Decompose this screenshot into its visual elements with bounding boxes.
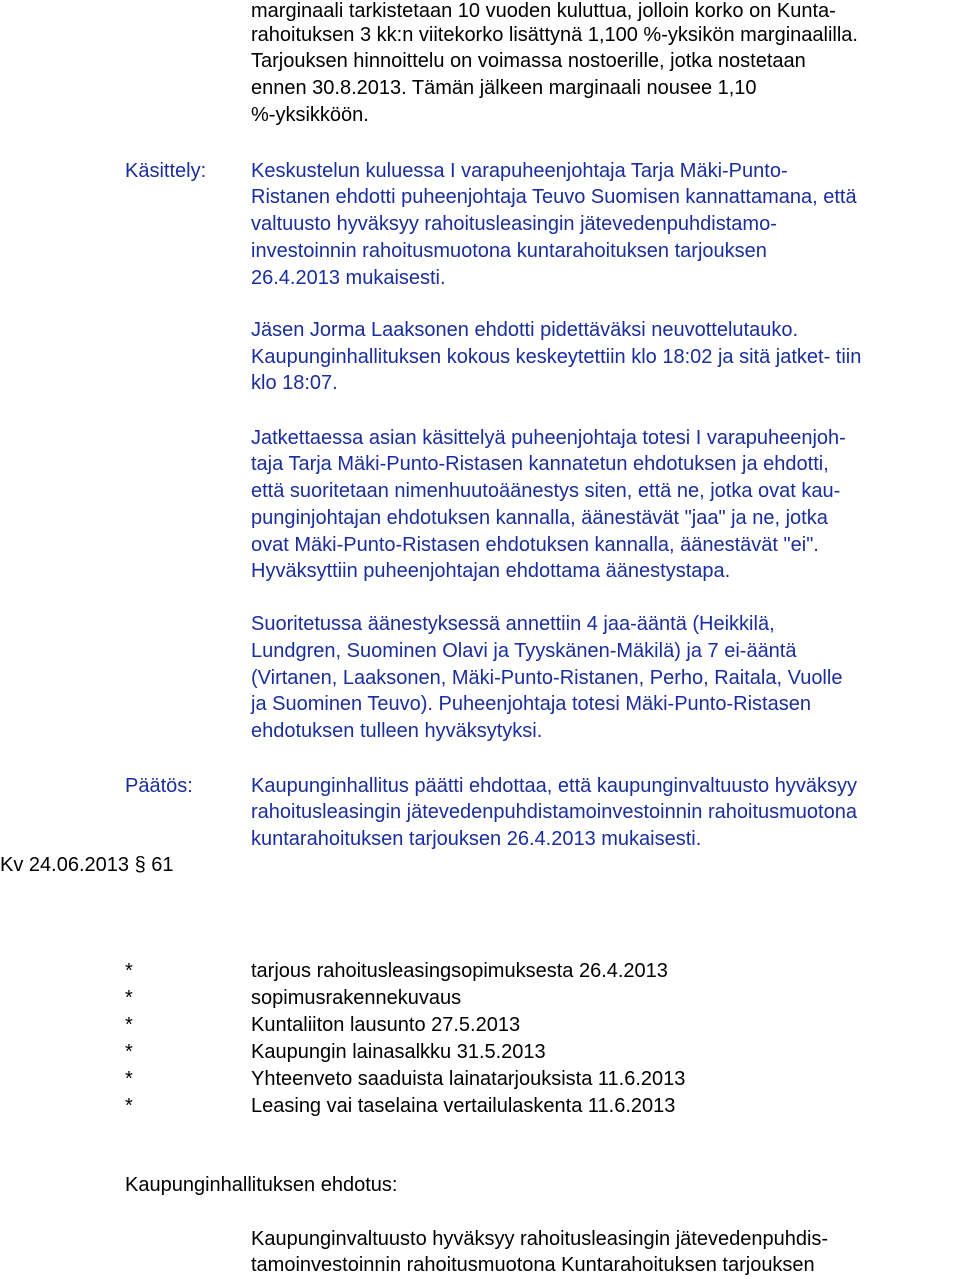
kasittely-line: ehdotuksen tulleen hyväksytyksi. <box>251 720 543 742</box>
attachment-item: Leasing vai taselaina vertailulaskenta 11.6.2013 <box>251 1095 676 1117</box>
section-sign: § <box>134 854 146 876</box>
attachment-item: Yhteenveto saaduista lainatarjouksista 11.6.2013 <box>251 1068 686 1090</box>
kasittely-line: Ristanen ehdotti puheenjohtaja Teuvo Suomisen kannattamana, että <box>251 186 857 208</box>
attachment-item: Kaupungin lainasalkku 31.5.2013 <box>251 1041 546 1063</box>
kasittely-line: taja Tarja Mäki-Punto-Ristasen kannatetun ehdotuksen ja ehdotti, <box>251 453 829 475</box>
attachment-item: Kuntaliiton lausunto 27.5.2013 <box>251 1014 521 1036</box>
kasittely-line: ovat Mäki-Punto-Ristasen ehdotuksen kannalla, äänestävät "ei". <box>251 534 819 556</box>
kasittely-line: (Virtanen, Laaksonen, Mäki-Punto-Ristanen, Perho, Raitala, Vuolle <box>251 667 843 689</box>
ehdotus-line: Kaupunginvaltuusto hyväksyy rahoitusleasingin jätevedenpuhdis- <box>251 1228 829 1250</box>
kasittely-line: ja Suominen Teuvo). Puheenjohtaja totesi Mäki-Punto-Ristasen <box>251 693 811 715</box>
attachment-item: sopimusrakennekuvaus <box>251 987 462 1009</box>
kasittely-line: investoinnin rahoitusmuotona kuntarahoituksen tarjouksen <box>251 240 767 262</box>
ehdotus-label: Kaupunginhallituksen ehdotus: <box>125 1174 398 1196</box>
kasittely-line: punginjohtajan ehdotuksen kannalla, äänestävät "jaa" ja ne, jotka <box>251 507 828 529</box>
list-item-marker: * <box>125 960 133 982</box>
kasittely-line: Keskustelun kuluessa I varapuheenjohtaja Tarja Mäki-Punto- <box>251 160 788 182</box>
list-item-marker: * <box>125 1014 133 1036</box>
top-line: rahoituksen 3 kk:n viitekorko lisättynä 1,100 %-yksikön marginaalilla. <box>251 24 858 46</box>
paatos-line: Kaupunginhallitus päätti ehdottaa, että kaupunginvaltuusto hyväksyy <box>251 775 857 797</box>
kasittely-line: klo 18:07. <box>251 372 338 394</box>
kasittely-label: Käsittely: <box>125 160 207 182</box>
paatos-line: kuntarahoituksen tarjouksen 26.4.2013 mukaisesti. <box>251 828 702 850</box>
kasittely-line: Lundgren, Suominen Olavi ja Tyyskänen-Mäkilä) ja 7 ei-ääntä <box>251 640 797 662</box>
kasittely-line: 26.4.2013 mukaisesti. <box>251 267 446 289</box>
paatos-line: rahoitusleasingin jätevedenpuhdistamoinvestoinnin rahoitusmuotona <box>251 801 857 823</box>
list-item-marker: * <box>125 1095 133 1117</box>
kasittely-line: Hyväksyttiin puheenjohtajan ehdottama äänestystapa. <box>251 560 731 582</box>
attachment-item: tarjous rahoitusleasingsopimuksesta 26.4.2013 <box>251 960 668 982</box>
top-line: ennen 30.8.2013. Tämän jälkeen marginaali nousee 1,10 <box>251 77 757 99</box>
top-line: %-yksikköön. <box>251 104 369 126</box>
top-line: marginaali tarkistetaan 10 vuoden kuluttua, jolloin korko on Kunta- <box>251 0 836 22</box>
meeting-reference <box>0 852 174 878</box>
list-item-marker: * <box>125 987 133 1009</box>
kasittely-line: Kaupunginhallituksen kokous keskeytettiin klo 18:02 ja sitä jatket- tiin <box>251 346 862 368</box>
kasittely-line: Jatkettaessa asian käsittelyä puheenjohtaja totesi I varapuheenjoh- <box>251 427 846 449</box>
paatos-label: Päätös: <box>125 775 193 797</box>
kasittely-line: Jäsen Jorma Laaksonen ehdotti pidettäväksi neuvottelutauko. <box>251 319 799 341</box>
ehdotus-line: tamoinvestoinnin rahoitusmuotona Kuntarahoituksen tarjouksen <box>251 1254 815 1276</box>
kasittely-line: että suoritetaan nimenhuutoäänestys siten, että ne, jotka ovat kau- <box>251 480 841 502</box>
list-item-marker: * <box>125 1041 133 1063</box>
top-line: Tarjouksen hinnoittelu on voimassa nostoerille, jotka nostetaan <box>251 50 806 72</box>
reference-prefix: Kv 24.06.2013 <box>0 854 129 876</box>
kasittely-line: Suoritetussa äänestyksessä annettiin 4 jaa-ääntä (Heikkilä, <box>251 613 775 635</box>
reference-number: 61 <box>151 854 174 876</box>
list-item-marker: * <box>125 1068 133 1090</box>
kasittely-line: valtuusto hyväksyy rahoitusleasingin jätevedenpuhdistamo- <box>251 213 777 235</box>
